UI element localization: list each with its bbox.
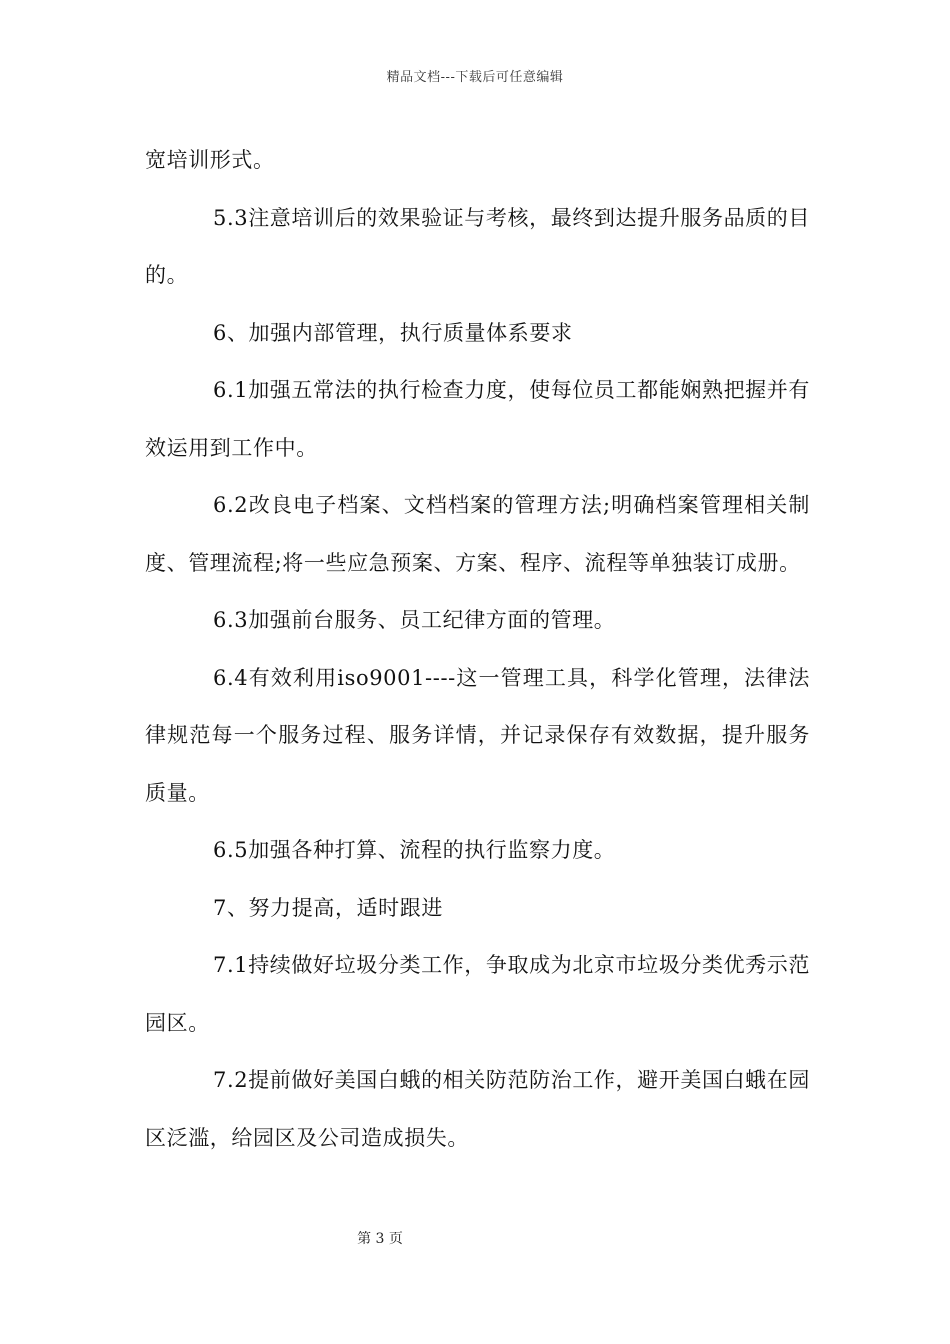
paragraph-1: 宽培训形式。 <box>145 148 275 172</box>
heading-7: 7、努力提高，适时跟进 <box>213 895 443 920</box>
paragraph-7-1: 7.1持续做好垃圾分类工作，争取成为北京市垃圾分类优秀示范园区。 <box>145 953 810 1035</box>
heading-6: 6、加强内部管理，执行质量体系要求 <box>213 320 573 345</box>
paragraph-6-2: 6.2改良电子档案、文档档案的管理方法;明确档案管理相关制度、管理流程;将一些应急预案、方案、程序、流程等单独装订成册。 <box>145 493 810 575</box>
page-number: 第 3 页 <box>357 1231 403 1247</box>
paragraph-6-5: 6.5加强各种打算、流程的执行监察力度。 <box>213 838 616 862</box>
paragraph-6-1: 6.1加强五常法的执行检查力度，使每位员工都能娴熟把握并有效运用到工作中。 <box>145 378 810 460</box>
paragraph-7-2: 7.2提前做好美国白蛾的相关防范防治工作，避开美国白蛾在园区泛滥，给园区及公司造成损失。 <box>145 1068 810 1150</box>
page-header: 精品文档---下载后可任意编辑 <box>386 70 564 85</box>
document-body <box>145 132 810 1167</box>
paragraph-5-3: 5.3注意培训后的效果验证与考核，最终到达提升服务品质的目的。 <box>145 205 810 287</box>
paragraph-6-4: 6.4有效利用iso9001----这一管理工具，科学化管理，法律法律规范每一个服务过程、服务详情，并记录保存有效数据，提升服务质量。 <box>145 665 810 805</box>
paragraph-6-3: 6.3加强前台服务、员工纪律方面的管理。 <box>213 608 616 632</box>
